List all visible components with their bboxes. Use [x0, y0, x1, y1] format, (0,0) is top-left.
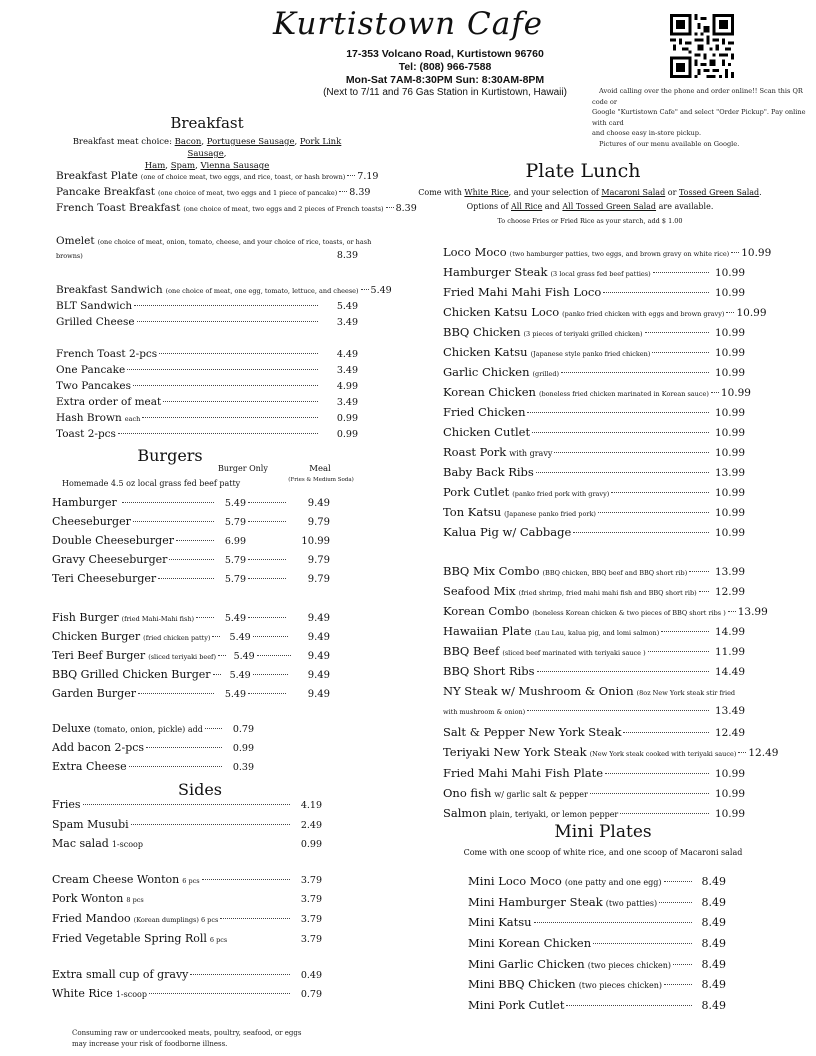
list-item: BLT Sandwich 5.49: [56, 300, 358, 312]
plate-lunch-options: Come with White Rice, and your selection of Macaroni Salad or Tossed Green Salad. Options of All Rice and All Tossed Green Salad are available. To choose Fries or Fried Rice as your starch, add $ 1.00: [418, 188, 762, 225]
list-item: BBQ Beef (sliced beef marinated with teriyaki sauce ) 11.99: [443, 644, 745, 658]
address: 17-353 Volcano Road, Kurtistown 96760: [346, 48, 544, 60]
list-item: Chicken Burger (fried chicken patty) 5.49 9.49: [52, 630, 331, 643]
breakfast-meat-choice: Breakfast meat choice: Bacon, Portuguese Sausage, Pork Link Sausage, Ham, Spam, Vienna Sausage: [72, 137, 342, 171]
list-item: Spam Musubi 2.49: [52, 818, 322, 831]
list-item: Mini Hamburger Steak (two patties) 8.49: [468, 895, 726, 909]
list-item: Fried Mahi Mahi Fish Plate 10.99: [443, 766, 745, 780]
list-item: Extra order of meat 3.49: [56, 396, 358, 408]
list-item: Breakfast Sandwich (one choice of meat, one egg, tomato, lettuce, and cheese) 5.49: [56, 284, 392, 296]
list-item: Grilled Cheese 3.49: [56, 316, 358, 328]
food-safety-disclaimer: Consuming raw or undercooked meats, poultry, seafood, or eggs may increase your risk of foodborne illness.: [72, 1029, 302, 1048]
list-item: Fried Mandoo (Korean dumplings) 6 pcs 3.79: [52, 912, 322, 925]
hours: Mon-Sat 7AM-8:30PM Sun: 8:30AM-8PM: [345, 74, 545, 86]
list-item: Chicken Katsu Loco (panko fried chicken with eggs and brown gravy) 10.99: [443, 305, 767, 319]
list-item: Fried Chicken 10.99: [443, 405, 745, 419]
list-item: Hamburger Steak (3 local grass fed beef patties) 10.99: [443, 265, 745, 279]
list-item: Korean Chicken (boneless fried chicken marinated in Korean sauce) 10.99: [443, 385, 751, 399]
phone: Tel: (808) 966-7588: [398, 61, 492, 73]
list-item: Ton Katsu (Japanese panko fried pork) 10.99: [443, 505, 745, 519]
list-item: Pork Cutlet (panko fried pork with gravy) 10.99: [443, 485, 745, 499]
list-item: Seafood Mix (fried shrimp, fried mahi mahi fish and BBQ short rib) 12.99: [443, 584, 745, 598]
sides-heading: Sides: [178, 780, 222, 799]
list-item: Fish Burger (fried Mahi-Mahi fish) 5.49 9.49: [52, 611, 330, 624]
list-item: Extra small cup of gravy 0.49: [52, 968, 322, 981]
list-item: Mini Loco Moco (one patty and one egg) 8.49: [468, 874, 726, 888]
list-item: Baby Back Ribs 13.99: [443, 465, 745, 479]
list-item: Garlic Chicken (grilled) 10.99: [443, 365, 745, 379]
list-item: Korean Combo (boneless Korean chicken & two pieces of BBQ short ribs ) 13.99: [443, 604, 768, 618]
list-item: Salt & Pepper New York Steak 12.49: [443, 725, 745, 739]
list-item: Mac salad 1-scoop 0.99: [52, 837, 322, 850]
list-item: French Toast Breakfast (one choice of meat, two eggs and 2 pieces of French toasts) 8.39: [56, 202, 417, 214]
breakfast-heading: Breakfast: [170, 114, 244, 132]
list-item: Chicken Katsu (Japanese style panko fried chicken) 10.99: [443, 345, 745, 359]
list-item: Kalua Pig w/ Cabbage 10.99: [443, 525, 745, 539]
mini-plates-note: Come with one scoop of white rice, and one scoop of Macaroni salad: [463, 848, 743, 857]
list-item: Teri Cheeseburger 5.79 9.79: [52, 572, 330, 585]
location: (Next to 7/11 and 76 Gas Station in Kurtistown, Hawaii): [323, 87, 567, 98]
list-item: BBQ Chicken (3 pieces of teriyaki grilled chicken) 10.99: [443, 325, 745, 339]
burgers-heading: Burgers: [137, 446, 203, 465]
list-item: Toast 2-pcs 0.99: [56, 428, 358, 440]
list-item: Add bacon 2-pcs 0.99: [52, 741, 254, 754]
meal-subheader: (Fries & Medium Soda): [288, 477, 354, 483]
mini-plates-heading: Mini Plates: [554, 822, 652, 842]
list-item: Cream Cheese Wonton 6 pcs 3.79: [52, 873, 322, 886]
list-item: Ono fish w/ garlic salt & pepper 10.99: [443, 786, 745, 800]
list-item: Chicken Cutlet 10.99: [443, 425, 745, 439]
list-item: Hawaiian Plate (Lau Lau, kalua pig, and lomi salmon) 14.99: [443, 624, 745, 638]
list-item: White Rice 1-scoop 0.79: [52, 987, 322, 1000]
list-item: Pork Wonton 8 pcs 3.79: [52, 892, 322, 905]
list-item: Fried Mahi Mahi Fish Loco 10.99: [443, 285, 745, 299]
list-item: BBQ Short Ribs 14.49: [443, 664, 745, 678]
list-item: Two Pancakes 4.99: [56, 380, 358, 392]
list-item: Teriyaki New York Steak (New York steak cooked with teriyaki sauce) 12.49: [443, 745, 779, 759]
list-item: NY Steak w/ Mushroom & Onion (8oz New York steak stir fried: [443, 684, 736, 698]
list-item: Extra Cheese 0.39: [52, 760, 254, 773]
list-item: with mushroom & onion) 13.49: [443, 705, 745, 717]
list-item: Breakfast Plate (one of choice meat, two eggs, and rice, toast, or hash brown) 7.19: [56, 170, 379, 182]
list-item: Mini BBQ Chicken (two pieces chicken) 8.49: [468, 977, 726, 991]
list-item: Omelet (one choice of meat, onion, tomato, cheese, and your choice of rice, toasts, or hash: [56, 235, 372, 247]
list-item: Deluxe (tomato, onion, pickle) add 0.79: [52, 722, 254, 735]
list-item: BBQ Grilled Chicken Burger 5.49 9.49: [52, 668, 330, 681]
restaurant-title: Kurtistown Cafe: [272, 6, 544, 42]
list-item: Mini Katsu 8.49: [468, 915, 726, 929]
list-item: Salmon plain, teriyaki, or lemon pepper 10.99: [443, 806, 745, 820]
list-item: Roast Pork with gravy 10.99: [443, 445, 745, 459]
list-item: browns) 8.39: [56, 250, 358, 261]
list-item: Fries 4.19: [52, 798, 322, 811]
list-item: Hamburger 5.49 9.49: [52, 496, 330, 509]
burger-note: Homemade 4.5 oz local grass fed beef patty: [62, 479, 241, 488]
list-item: Pancake Breakfast (one choice of meat, two eggs and 1 piece of pancake) 8.39: [56, 186, 371, 198]
list-item: One Pancake 3.49: [56, 364, 358, 376]
meal-header: Meal: [309, 464, 331, 474]
list-item: BBQ Mix Combo (BBQ chicken, BBQ beef and BBQ short rib) 13.99: [443, 564, 745, 578]
list-item: Garden Burger 5.49 9.49: [52, 687, 330, 700]
list-item: Double Cheeseburger 6.99 10.99: [52, 534, 330, 547]
list-item: Mini Garlic Chicken (two pieces chicken) 8.49: [468, 957, 726, 971]
list-item: Hash Brown each 0.99: [56, 412, 358, 424]
burger-only-header: Burger Only: [218, 464, 268, 473]
qr-code-icon[interactable]: [670, 14, 734, 78]
list-item: Gravy Cheeseburger 5.79 9.79: [52, 553, 330, 566]
list-item: Fried Vegetable Spring Roll 6 pcs 3.79: [52, 932, 322, 945]
list-item: Teri Beef Burger (sliced teriyaki beef) 5.49 9.49: [52, 649, 330, 662]
online-order-note: Avoid calling over the phone and order online!! Scan this QR code or Google "Kurtistown Cafe" and select "Order Pickup". Pay online with card and choose easy in-store pickup. Pictures of our menu available on Google.: [592, 87, 806, 148]
list-item: French Toast 2-pcs 4.49: [56, 348, 358, 360]
list-item: Cheeseburger 5.79 9.79: [52, 515, 330, 528]
list-item: Loco Moco (two hamburger patties, two eggs, and brown gravy on white rice) 10.99: [443, 245, 772, 259]
list-item: Mini Korean Chicken 8.49: [468, 936, 726, 950]
plate-lunch-heading: Plate Lunch: [525, 160, 641, 182]
list-item: Mini Pork Cutlet 8.49: [468, 998, 726, 1012]
